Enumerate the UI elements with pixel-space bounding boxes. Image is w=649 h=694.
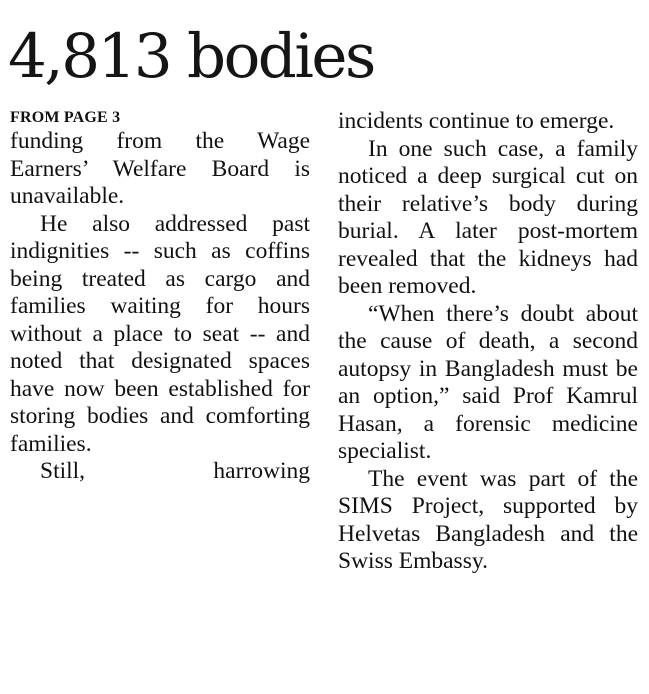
paragraph: “When there’s doubt about the cause of death, a second autopsy in Bangladesh must be an option,” said Prof Kamrul Hasan, a forensic medicine specialist. bbox=[338, 300, 638, 464]
article-column-left bbox=[10, 108, 310, 486]
continued-from-label: FROM PAGE 3 bbox=[10, 109, 121, 126]
paragraph: incidents continue to emerge. bbox=[338, 108, 615, 134]
article-column-right bbox=[338, 108, 638, 576]
paragraph: In one such case, a family noticed a deep surgical cut on their relative’s body during burial. A later post-mortem revealed that the kidneys had been removed. bbox=[338, 135, 638, 299]
headline: 4,813 bodies bbox=[8, 21, 374, 92]
paragraph: The event was part of the SIMS Project, supported by Helvetas Bangladesh and the Swiss Embassy. bbox=[338, 465, 638, 574]
paragraph: He also addressed past indignities -- such as coffins being treated as cargo and families waiting for hours without a place to seat -- and noted that designated spaces have now been established for storing bodies and comforting families. bbox=[10, 210, 310, 457]
paragraph: funding from the Wage Earners’ Welfare Board is unavailable. bbox=[10, 128, 310, 209]
paragraph: Still, harrowing bbox=[40, 458, 310, 484]
